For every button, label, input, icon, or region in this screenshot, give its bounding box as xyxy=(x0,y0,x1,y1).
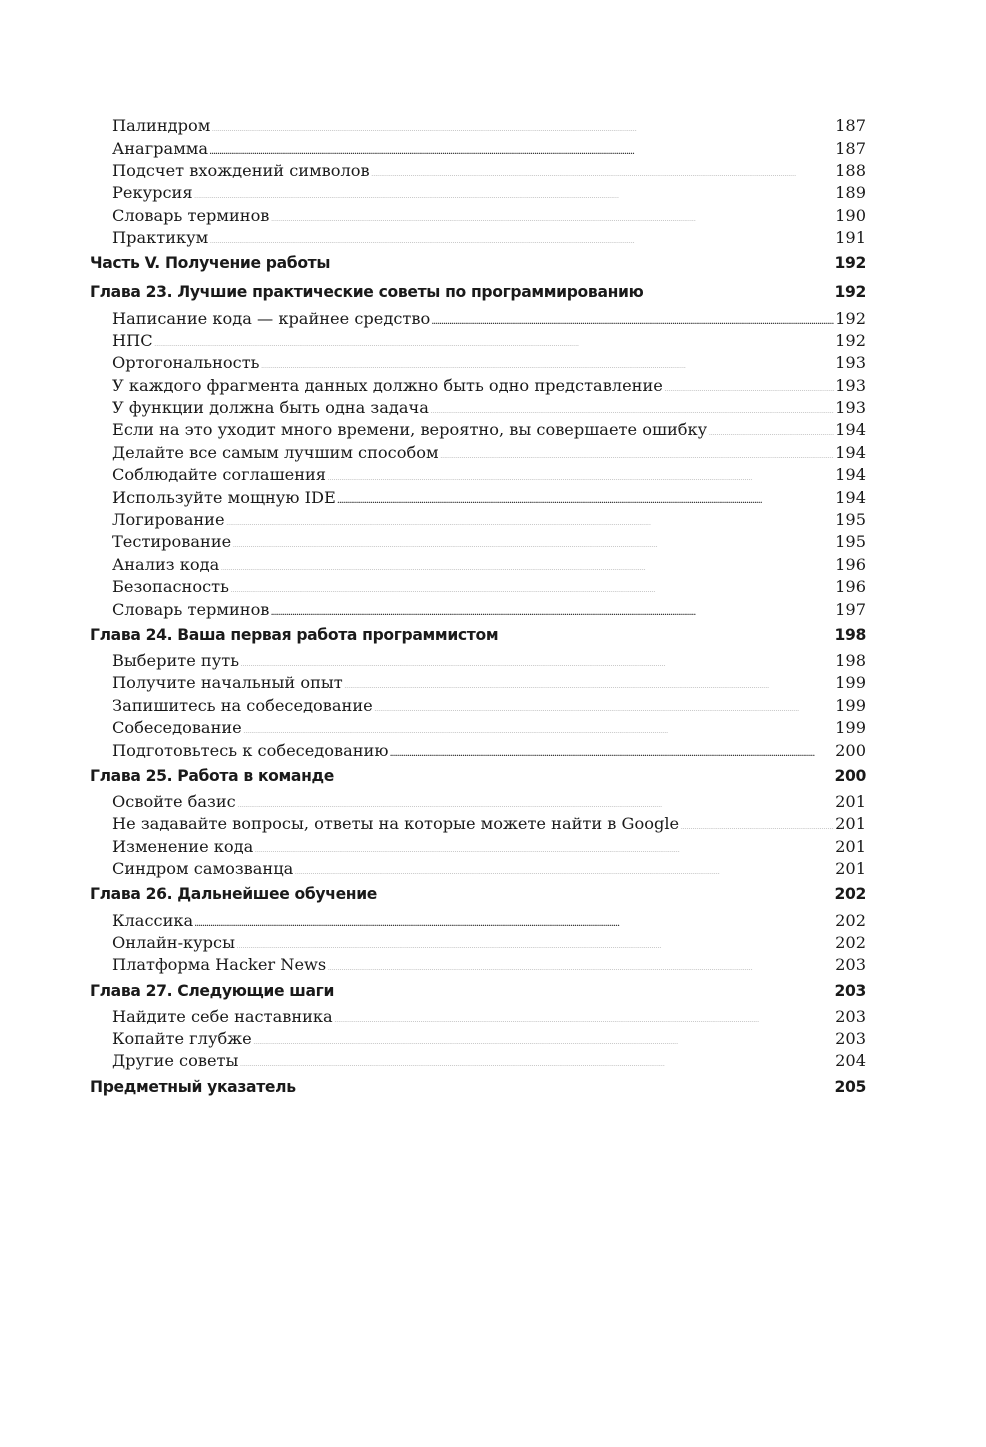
dot-leader xyxy=(708,419,834,435)
toc-section-entry xyxy=(90,330,866,352)
entry-title: Рекурсия xyxy=(112,183,193,203)
toc-section-entry xyxy=(90,672,866,694)
toc-section-entry xyxy=(90,836,866,858)
toc-section-entry xyxy=(90,791,866,813)
entry-title: Освойте базис xyxy=(112,791,236,811)
entry-title: Онлайн-курсы xyxy=(112,932,235,952)
toc-section-entry xyxy=(90,375,866,397)
dot-leader xyxy=(327,954,834,970)
toc-section-entry xyxy=(90,932,866,954)
dot-leader xyxy=(430,397,834,413)
dot-leader xyxy=(334,1006,834,1022)
dot-leader xyxy=(236,932,834,948)
entry-page-number: 194 xyxy=(835,442,866,462)
entry-title: У каждого фрагмента данных должно быть одно представление xyxy=(112,375,663,395)
toc-chapter-entry xyxy=(90,762,866,791)
toc-section-entry xyxy=(90,182,866,204)
toc-section-entry xyxy=(90,307,866,329)
dot-leader xyxy=(335,765,833,781)
entry-title: НПС xyxy=(112,330,153,350)
entry-title: Практикум xyxy=(112,228,209,248)
entry-page-number: 200 xyxy=(834,766,866,785)
entry-title: Выберите путь xyxy=(112,651,240,670)
entry-page-number: 191 xyxy=(835,228,866,248)
entry-page-number: 192 xyxy=(834,283,866,302)
dot-leader xyxy=(253,1028,834,1044)
entry-title: Подсчет вхождений символов xyxy=(112,160,370,180)
toc-section-entry xyxy=(90,464,866,486)
toc-section-entry xyxy=(90,695,866,717)
dot-leader xyxy=(680,813,834,829)
entry-page-number: 190 xyxy=(835,205,866,225)
dot-leader xyxy=(371,160,834,176)
toc-section-entry xyxy=(90,442,866,464)
entry-title: Логирование xyxy=(112,510,225,530)
table-of-contents xyxy=(90,115,866,1102)
dot-leader xyxy=(240,650,834,666)
entry-title: Написание кода — крайнее средство xyxy=(112,308,431,328)
entry-page-number: 201 xyxy=(835,836,866,856)
dot-leader xyxy=(232,531,834,547)
entry-title: Синдром самозванца xyxy=(112,859,294,879)
entry-page-number: 197 xyxy=(835,599,866,619)
toc-section-entry xyxy=(90,1050,866,1072)
dot-leader xyxy=(297,1076,834,1092)
entry-page-number: 192 xyxy=(835,330,866,350)
entry-page-number: 196 xyxy=(835,577,866,597)
dot-leader xyxy=(254,836,834,852)
entry-title: Глава 23. Лучшие практические советы по программированию xyxy=(90,283,644,302)
toc-section-entry xyxy=(90,1028,866,1050)
dot-leader xyxy=(237,791,834,807)
dot-leader xyxy=(335,980,833,996)
dot-leader xyxy=(374,695,834,711)
toc-section-entry xyxy=(90,509,866,531)
toc-chapter-entry xyxy=(90,621,866,650)
entry-title: Соблюдайте соглашения xyxy=(112,465,326,485)
dot-leader xyxy=(194,909,834,925)
entry-page-number: 205 xyxy=(834,1077,866,1096)
dot-leader xyxy=(644,282,833,298)
dot-leader xyxy=(194,182,835,198)
toc-chapter-entry xyxy=(90,249,866,278)
toc-section-entry xyxy=(90,717,866,739)
entry-title: Запишитесь на собеседование xyxy=(112,695,373,715)
dot-leader xyxy=(389,739,834,755)
entry-page-number: 195 xyxy=(835,510,866,530)
toc-chapter-entry xyxy=(90,977,866,1006)
entry-page-number: 193 xyxy=(835,375,866,395)
toc-section-entry xyxy=(90,137,866,159)
toc-section-entry xyxy=(90,813,866,835)
entry-title: Глава 27. Следующие шаги xyxy=(90,981,335,1000)
entry-title: Собеседование xyxy=(112,718,242,738)
entry-title: У функции должна быть одна задача xyxy=(112,398,429,418)
entry-page-number: 201 xyxy=(835,859,866,879)
toc-section-entry xyxy=(90,531,866,553)
toc-section-entry xyxy=(90,598,866,620)
toc-chapter-entry xyxy=(90,278,866,307)
toc-section-entry xyxy=(90,205,866,227)
dot-leader xyxy=(431,307,834,323)
dot-leader xyxy=(226,509,835,525)
toc-section-entry xyxy=(90,650,866,672)
entry-title: Предметный указатель xyxy=(90,1077,296,1096)
entry-title: Получите начальный опыт xyxy=(112,673,343,693)
entry-title: Если на это уходит много времени, вероятно, вы совершаете ошибку xyxy=(112,420,708,440)
toc-section-entry xyxy=(90,554,866,576)
dot-leader xyxy=(440,442,835,458)
dot-leader xyxy=(344,672,834,688)
entry-title: Используйте мощную IDE xyxy=(112,487,336,507)
entry-page-number: 203 xyxy=(835,1006,866,1026)
dot-leader xyxy=(337,486,834,502)
dot-leader xyxy=(230,576,834,592)
entry-title: Глава 24. Ваша первая работа программистом xyxy=(90,625,499,644)
dot-leader xyxy=(327,464,834,480)
dot-leader xyxy=(220,554,834,570)
dot-leader xyxy=(239,1050,834,1066)
entry-title: Часть V. Получение работы xyxy=(90,254,331,273)
entry-page-number: 187 xyxy=(835,116,866,136)
entry-page-number: 194 xyxy=(835,465,866,485)
dot-leader xyxy=(270,598,834,614)
entry-title: Анаграмма xyxy=(112,138,209,158)
dot-leader xyxy=(294,858,834,874)
toc-section-entry xyxy=(90,160,866,182)
entry-page-number: 198 xyxy=(835,651,866,670)
toc-chapter-entry xyxy=(90,880,866,909)
entry-title: Словарь терминов xyxy=(112,599,270,619)
entry-page-number: 187 xyxy=(835,138,866,158)
entry-page-number: 188 xyxy=(835,160,866,180)
toc-section-entry xyxy=(90,1006,866,1028)
toc-section-entry xyxy=(90,909,866,931)
entry-page-number: 202 xyxy=(835,910,866,930)
entry-page-number: 193 xyxy=(835,398,866,418)
dot-leader xyxy=(209,227,834,243)
toc-section-entry xyxy=(90,954,866,976)
toc-section-entry xyxy=(90,397,866,419)
toc-section-entry xyxy=(90,227,866,249)
toc-section-entry xyxy=(90,115,866,137)
entry-title: Словарь терминов xyxy=(112,205,270,225)
entry-title: Ортогональность xyxy=(112,353,260,373)
entry-page-number: 192 xyxy=(834,254,866,273)
toc-section-entry xyxy=(90,419,866,441)
entry-title: Найдите себе наставника xyxy=(112,1006,333,1026)
entry-page-number: 203 xyxy=(835,955,866,975)
entry-page-number: 198 xyxy=(834,625,866,644)
entry-page-number: 199 xyxy=(835,673,866,693)
dot-leader xyxy=(211,115,834,131)
dot-leader xyxy=(154,330,834,346)
dot-leader xyxy=(664,375,834,391)
entry-title: Делайте все самым лучшим способом xyxy=(112,442,439,462)
entry-page-number: 199 xyxy=(835,718,866,738)
toc-section-entry xyxy=(90,858,866,880)
entry-page-number: 196 xyxy=(835,554,866,574)
toc-section-entry xyxy=(90,739,866,761)
entry-title: Другие советы xyxy=(112,1051,239,1071)
entry-title: Копайте глубже xyxy=(112,1029,252,1049)
toc-section-entry xyxy=(90,352,866,374)
dot-leader xyxy=(209,137,834,153)
dot-leader xyxy=(378,884,833,900)
dot-leader xyxy=(260,352,834,368)
entry-page-number: 202 xyxy=(834,885,866,904)
dot-leader xyxy=(270,205,834,221)
entry-title: Анализ кода xyxy=(112,554,220,574)
entry-page-number: 204 xyxy=(835,1051,866,1071)
entry-title: Глава 25. Работа в команде xyxy=(90,766,335,785)
entry-page-number: 199 xyxy=(835,695,866,715)
entry-page-number: 189 xyxy=(835,183,866,203)
toc-section-entry xyxy=(90,486,866,508)
dot-leader xyxy=(499,624,833,640)
entry-title: Подготовьтесь к собеседованию xyxy=(112,740,389,760)
entry-page-number: 203 xyxy=(835,1029,866,1049)
entry-title: Не задавайте вопросы, ответы на которые можете найти в Google xyxy=(112,814,680,834)
dot-leader xyxy=(331,253,833,269)
entry-page-number: 201 xyxy=(835,814,866,834)
toc-section-entry xyxy=(90,576,866,598)
entry-title: Платформа Hacker News xyxy=(112,955,327,975)
entry-page-number: 192 xyxy=(835,308,866,328)
entry-page-number: 194 xyxy=(835,420,866,440)
entry-title: Тестирование xyxy=(112,532,232,552)
entry-page-number: 193 xyxy=(835,353,866,373)
entry-page-number: 201 xyxy=(835,791,866,811)
entry-title: Безопасность xyxy=(112,577,229,597)
entry-title: Глава 26. Дальнейшее обучение xyxy=(90,885,378,904)
toc-chapter-entry xyxy=(90,1073,866,1102)
entry-title: Палиндром xyxy=(112,116,211,136)
entry-page-number: 202 xyxy=(835,932,866,952)
entry-page-number: 195 xyxy=(835,532,866,552)
entry-page-number: 203 xyxy=(834,981,866,1000)
dot-leader xyxy=(243,717,834,733)
entry-page-number: 200 xyxy=(835,740,866,760)
entry-title: Изменение кода xyxy=(112,836,254,856)
entry-page-number: 194 xyxy=(835,487,866,507)
entry-title: Классика xyxy=(112,910,194,930)
